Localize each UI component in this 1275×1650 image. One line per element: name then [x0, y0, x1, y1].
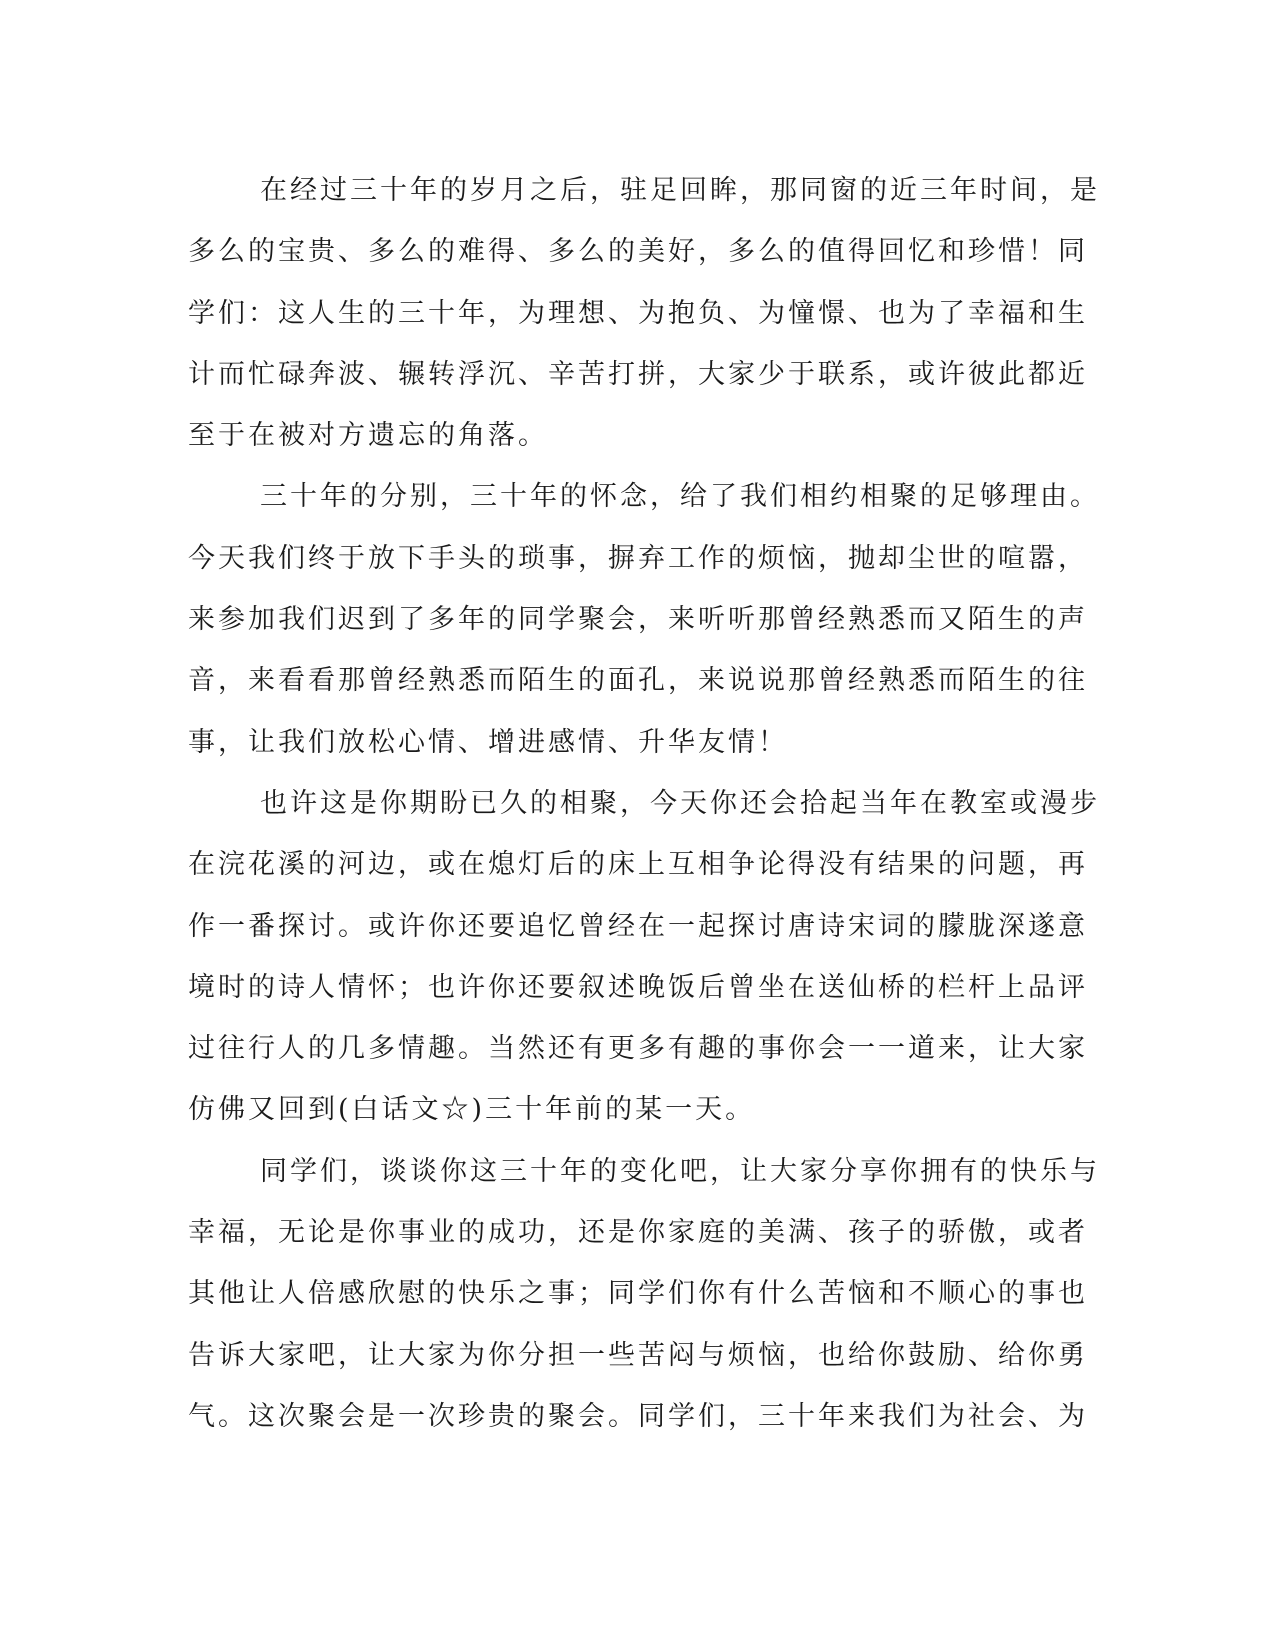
text-line: 仿佛又回到(白话文☆)三十年前的某一天。: [188, 1094, 756, 1126]
document-body: [188, 160, 1100, 1447]
text-line: 多么的宝贵、多么的难得、多么的美好，多么的值得回忆和珍惜！同: [188, 236, 1088, 268]
text-line: 告诉大家吧，让大家为你分担一些苦闷与烦恼，也给你鼓励、给你勇: [188, 1339, 1088, 1371]
text-line: 三十年的分别，三十年的怀念，给了我们相约相聚的足够理由。: [260, 481, 1100, 513]
text-line: 也许这是你期盼已久的相聚，今天你还会拾起当年在教室或漫步: [260, 787, 1100, 819]
paragraph-1: [188, 160, 1100, 466]
text-line: 过往行人的几多情趣。当然还有更多有趣的事你会一一道来，让大家: [188, 1033, 1088, 1065]
text-line: 来参加我们迟到了多年的同学聚会，来听听那曾经熟悉而又陌生的声: [188, 604, 1088, 636]
text-line: 其他让人倍感欣慰的快乐之事；同学们你有什么苦恼和不顺心的事也: [188, 1278, 1088, 1310]
text-line: 在浣花溪的河边，或在熄灯后的床上互相争论得没有结果的问题，再: [188, 849, 1088, 881]
text-line: 学们：这人生的三十年，为理想、为抱负、为憧憬、也为了幸福和生: [188, 297, 1088, 329]
text-line: 幸福，无论是你事业的成功，还是你家庭的美满、孩子的骄傲，或者: [188, 1217, 1088, 1249]
text-line: 计而忙碌奔波、辗转浮沉、辛苦打拼，大家少于联系，或许彼此都近: [188, 358, 1088, 390]
paragraph-4: [188, 1141, 1100, 1447]
text-line: 在经过三十年的岁月之后，驻足回眸，那同窗的近三年时间，是: [260, 175, 1100, 206]
paragraph-3: [188, 773, 1100, 1141]
text-line: 事，让我们放松心情、增进感情、升华友情！: [188, 726, 788, 758]
text-line: 同学们，谈谈你这三十年的变化吧，让大家分享你拥有的快乐与: [260, 1155, 1100, 1187]
text-line: 气。这次聚会是一次珍贵的聚会。同学们，三十年来我们为社会、为: [188, 1400, 1088, 1432]
text-line: 音，来看看那曾经熟悉而陌生的面孔，来说说那曾经熟悉而陌生的往: [188, 665, 1088, 697]
paragraph-2: [188, 466, 1100, 772]
text-line: 今天我们终于放下手头的琐事，摒弃工作的烦恼，抛却尘世的喧嚣，: [188, 542, 1088, 574]
text-line: 作一番探讨。或许你还要追忆曾经在一起探讨唐诗宋词的朦胧深遂意: [188, 910, 1088, 942]
text-line: 至于在被对方遗忘的角落。: [188, 420, 548, 452]
text-line: 境时的诗人情怀；也许你还要叙述晚饭后曾坐在送仙桥的栏杆上品评: [188, 971, 1088, 1003]
